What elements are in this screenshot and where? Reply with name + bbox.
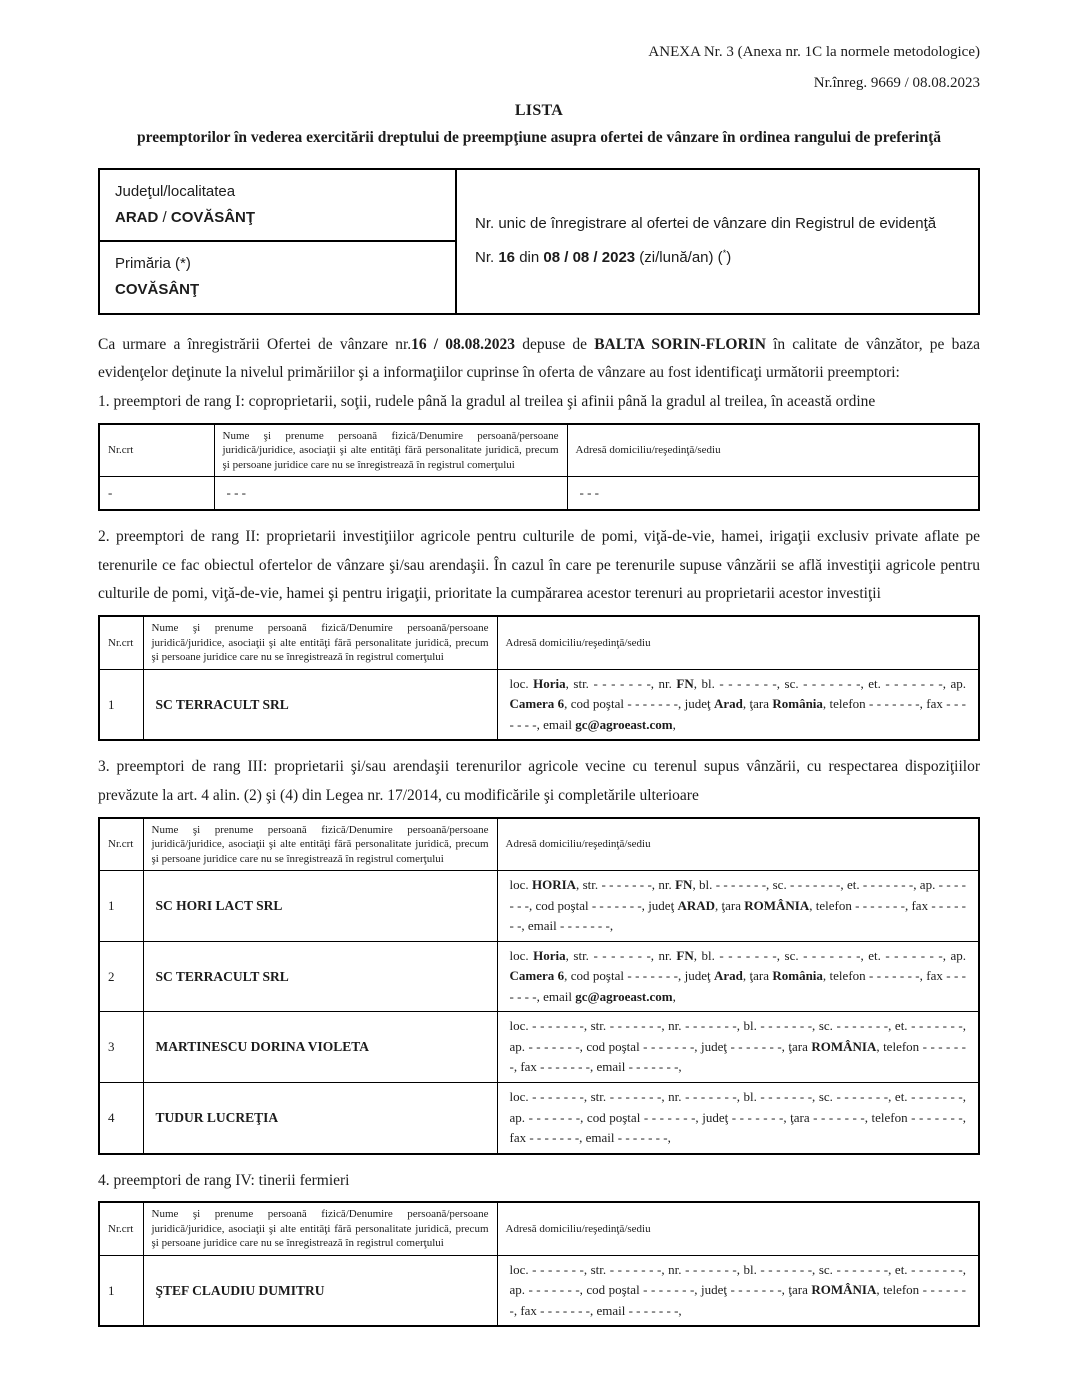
county-cell (99, 169, 456, 242)
row-number: 1 (99, 1255, 143, 1326)
preemptor-name: SC HORI LACT SRL (143, 871, 497, 942)
row-number: 1 (99, 871, 143, 942)
document-subtitle: preemptorilor în vederea exercitării dreptului de preempţiune asupra ofertei de vânzare în ordinea rangului de preferinţă (136, 129, 942, 146)
rank1-table (98, 423, 980, 512)
preemptor-address: loc. HORIA, str. - - - - - - -, nr. FN, bl. - - - - - - -, sc. - - - - - - -, et. - - - - - - -, ap. - - - - - - -, cod poştal - - - - - - -, judeţ ARAD, ţara ROMÂNIA, telefon - - - - - - -, fax - - - - - - -, email - - - - - - -, (497, 871, 979, 942)
rank4-section-heading: 4. preemptori de rang IV: tinerii fermieri (98, 1171, 350, 1189)
unique-registration-label: Nr. unic de înregistrare al ofertei de vânzare din Registrul de evidenţă (475, 214, 937, 232)
rank2-header-row (99, 616, 979, 669)
rank1-col-header-address: Adresă domiciliu/reşedinţă/sediu (567, 424, 979, 477)
preemptor-name: SC TERRACULT SRL (143, 941, 497, 1012)
table-row (99, 669, 979, 740)
preemptor-name: TUDUR LUCREŢIA (143, 1082, 497, 1153)
rank3-table (98, 817, 980, 1155)
row-number: 2 (99, 941, 143, 1012)
rank4-col-header-name: Nume şi prenume persoană fizică/Denumire persoană/persoane juridică/juridice, asociaţii şi alte entităţi fără personalitate juridică, precum şi persoane juridice care nu se înregistrează în registrul comerţului (143, 1202, 497, 1255)
rank3-header-row (99, 818, 979, 871)
cityhall-label: Primăria (*) (115, 255, 191, 273)
rank4-col-header-address: Adresă domiciliu/reşedinţă/sediu (497, 1202, 979, 1255)
preemptor-name: MARTINESCU DORINA VIOLETA (143, 1012, 497, 1083)
document-title: LISTA (514, 102, 564, 119)
rank1-header-row (99, 424, 979, 477)
registration-number-line: Nr.înreg. 9669 / 08.08.2023 (813, 75, 980, 91)
table-row (99, 1012, 979, 1083)
rank3-col-header-address: Adresă domiciliu/reşedinţă/sediu (497, 818, 979, 871)
rank2-col-header-name: Nume şi prenume persoană fizică/Denumire persoană/persoane juridică/juridice, asociaţii şi alte entităţi fără personalitate juridică, precum şi persoane juridice care nu se înregistrează în registrul comerţului (143, 616, 497, 669)
county-row (99, 169, 979, 242)
preemptor-address: loc. - - - - - - -, str. - - - - - - -, nr. - - - - - - -, bl. - - - - - - -, sc. - - - - - - -, et. - - - - - - -, ap. - - - - - - -, cod poştal - - - - - - -, judeţ - - - - - - -, ţara ROMÂNIA, telefon - - - - - - -, fax - - - - - - -, email - - - - - - -, (497, 1255, 979, 1326)
table-row (99, 1082, 979, 1153)
row-number: 3 (99, 1012, 143, 1083)
preemptor-name: - - - (214, 477, 567, 511)
registration-info-table (98, 168, 980, 315)
row-number: 1 (99, 669, 143, 740)
intro-paragraph: Ca urmare a înregistrării Ofertei de vânzare nr.16 / 08.08.2023 depuse de BALTA SORIN-FLORIN în calitate de vânzător, pe baza evidenţelor deţinute la nivelul primăriilor şi a informaţiilor cuprinse în oferta de vânzare au fost identificaţi următorii preemptori: (98, 335, 980, 382)
table-row (99, 1255, 979, 1326)
preemptor-address: loc. - - - - - - -, str. - - - - - - -, nr. - - - - - - -, bl. - - - - - - -, sc. - - - - - - -, et. - - - - - - -, ap. - - - - - - -, cod poştal - - - - - - -, judeţ - - - - - - -, ţara - - - - - - -, telefon - - - - - - -, fax - - - - - - -, email - - - - - - -, (497, 1082, 979, 1153)
rank4-col-header-nr: Nr.crt (99, 1202, 143, 1255)
rank3-col-header-nr: Nr.crt (99, 818, 143, 871)
rank4-table (98, 1201, 980, 1327)
rank2-col-header-address: Adresă domiciliu/reşedinţă/sediu (497, 616, 979, 669)
rank1-col-header-nr: Nr.crt (99, 424, 214, 477)
unique-registration-cell (456, 169, 979, 314)
county-label: Judeţul/localitatea (115, 182, 236, 200)
anexa-heading: ANEXA Nr. 3 (Anexa nr. 1C la normele metodologice) (648, 44, 980, 60)
preemptor-address: loc. Horia, str. - - - - - - -, nr. FN, bl. - - - - - - -, sc. - - - - - - -, et. - - - - - - -, ap. Camera 6, cod poştal - - - - - - -, judeţ Arad, ţara România, telefon - - - - - - -, fax - - - - - - -, email gc@agroeast.com, (497, 941, 979, 1012)
rank1-section-heading: 1. preemptori de rang I: coproprietarii, soţii, rudele până la gradul al treilea şi afinii până la gradul al treilea, în această ordine (98, 392, 876, 410)
rank2-table (98, 615, 980, 741)
table-row (99, 871, 979, 942)
rank3-col-header-name: Nume şi prenume persoană fizică/Denumire persoană/persoane juridică/juridice, asociaţii şi alte entităţi fără personalitate juridică, precum şi persoane juridice care nu se înregistrează în registrul comerţului (143, 818, 497, 871)
county-value: ARAD / COVĂSÂNŢ (115, 208, 256, 226)
preemptor-address: loc. Horia, str. - - - - - - -, nr. FN, bl. - - - - - - -, sc. - - - - - - -, et. - - - - - - -, ap. Camera 6, cod poştal - - - - - - -, judeţ Arad, ţara România, telefon - - - - - - -, fax - - - - - - -, email gc@agroeast.com, (497, 669, 979, 740)
table-row (99, 477, 979, 511)
preemptor-name: SC TERRACULT SRL (143, 669, 497, 740)
preemptor-name: ŞTEF CLAUDIU DUMITRU (143, 1255, 497, 1326)
rank4-header-row (99, 1202, 979, 1255)
registration-number-value: Nr. 16 din 08 / 08 / 2023 (zi/lună/an) (*) (475, 248, 732, 267)
preemptor-address: - - - (567, 477, 979, 511)
rank2-col-header-nr: Nr.crt (99, 616, 143, 669)
row-number: - (99, 477, 214, 511)
rank2-section-heading: 2. preemptori de rang II: proprietarii investiţiilor agricole pentru culturile de pomi, viţă-de-vie, hamei, irigaţii exclusiv private aflate pe terenurile ce fac obiectul ofertelor de vânzare şi/sau arendaşii. În cazul în care pe terenurile supuse vânzării se află investiţii agricole pentru culturile de pomi, viţă-de-vie, hamei şi pentru irigaţii, prioritate la cumpărarea acestor terenuri au proprietarii acestor investiţii (98, 528, 980, 603)
rank1-col-header-name: Nume şi prenume persoană fizică/Denumire persoană/persoane juridică/juridice, asociaţii şi alte entităţi fără personalitate juridică, precum şi persoane juridice care nu se înregistrează în registrul comerţului (214, 424, 567, 477)
cityhall-cell (99, 241, 456, 314)
rank3-section-heading: 3. preemptori de rang III: proprietarii şi/sau arendaşii terenurilor agricole vecine cu terenul supus vânzării, cu respectarea dispoziţiilor prevăzute la art. 4 alin. (2) şi (4) din Legea nr. 17/2014, cu modificările şi completările ulterioare (98, 758, 980, 804)
row-number: 4 (99, 1082, 143, 1153)
table-row (99, 941, 979, 1012)
preemptor-address: loc. - - - - - - -, str. - - - - - - -, nr. - - - - - - -, bl. - - - - - - -, sc. - - - - - - -, et. - - - - - - -, ap. - - - - - - -, cod poştal - - - - - - -, judeţ - - - - - - -, ţara ROMÂNIA, telefon - - - - - - -, fax - - - - - - -, email - - - - - - -, (497, 1012, 979, 1083)
cityhall-value: COVĂSÂNŢ (115, 281, 200, 299)
